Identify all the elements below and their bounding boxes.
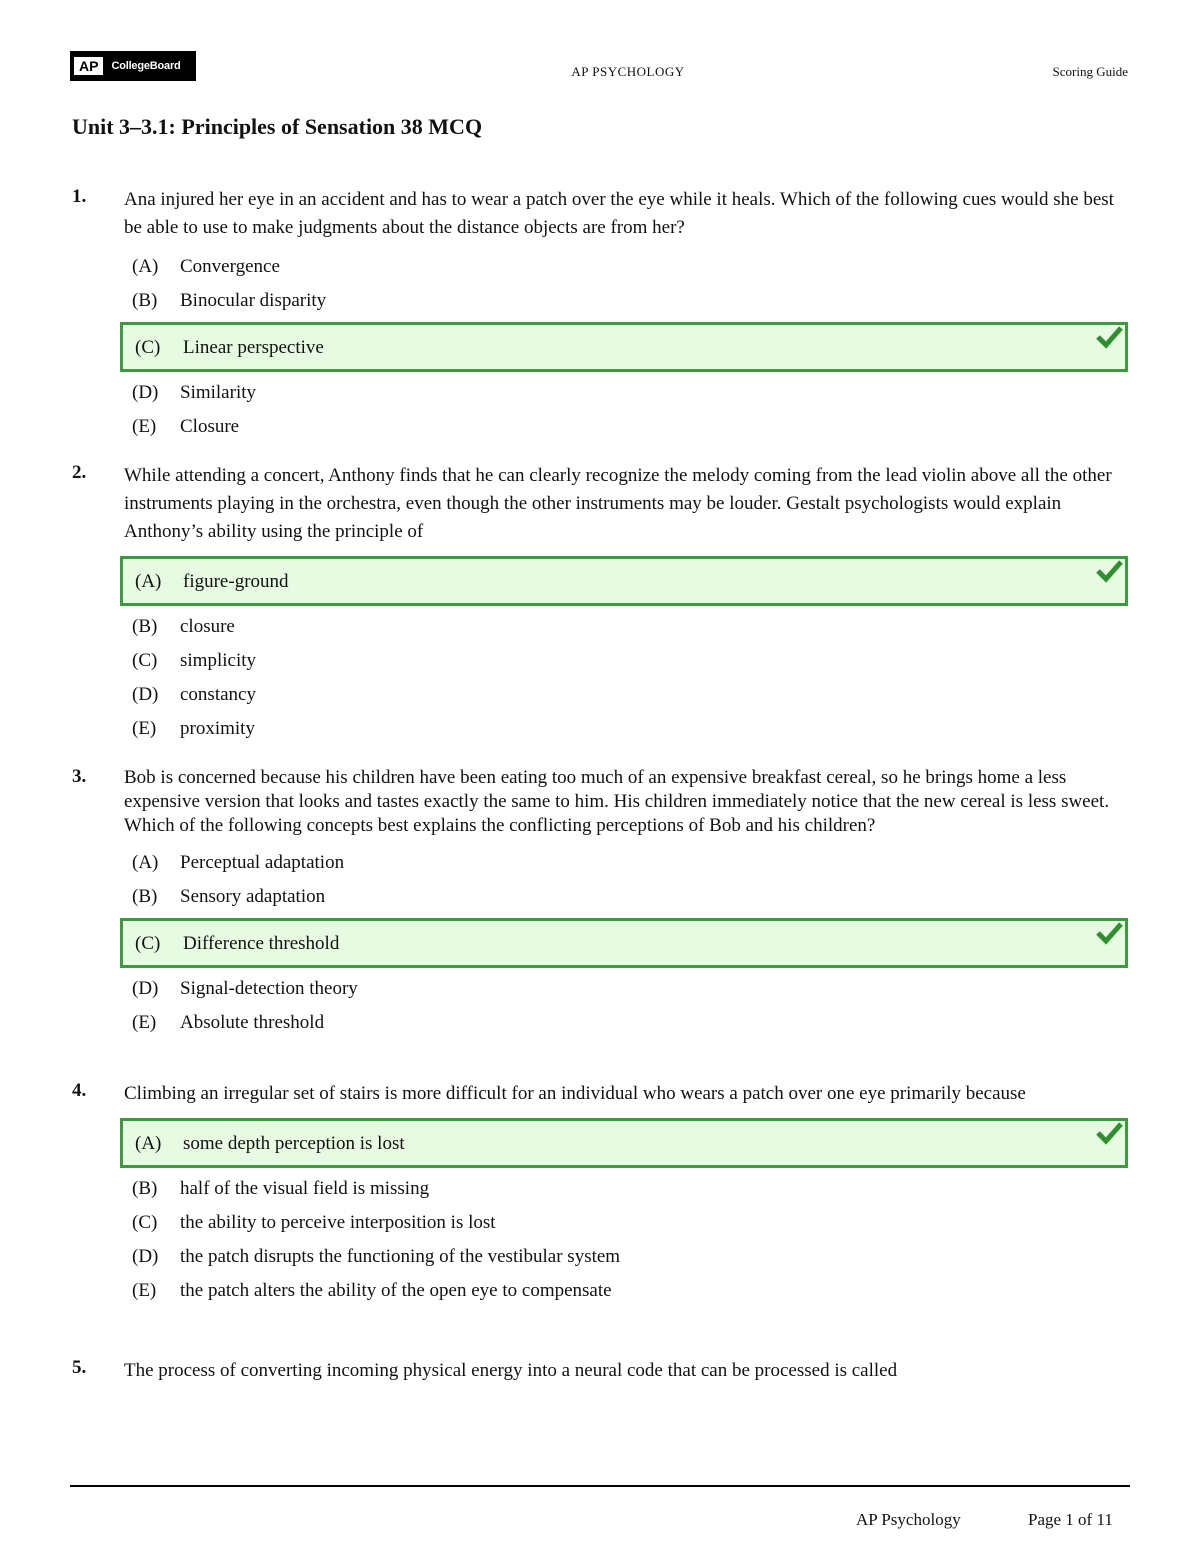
- header-course-title: AP PSYCHOLOGY: [571, 64, 685, 79]
- option-letter: (A): [135, 571, 162, 592]
- question-stem: The process of converting incoming physical energy into a neural code that can be processed is called: [124, 1360, 898, 1381]
- footer-page-number: Page 1 of 11: [1028, 1510, 1113, 1529]
- option-text: the patch disrupts the functioning of the vestibular system: [180, 1246, 621, 1267]
- question-5: [72, 1357, 1132, 1385]
- option-text: Binocular disparity: [180, 290, 327, 311]
- answer-option-e[interactable]: [120, 712, 1128, 746]
- answer-option-a-correct[interactable]: [120, 1118, 1128, 1168]
- option-text: Closure: [180, 416, 240, 437]
- option-text: Sensory adaptation: [180, 886, 326, 907]
- answer-option-c-correct[interactable]: [120, 322, 1128, 372]
- answer-option-e[interactable]: [120, 410, 1128, 444]
- option-text: constancy: [180, 684, 256, 705]
- option-text: half of the visual field is missing: [180, 1178, 430, 1199]
- option-text: Convergence: [180, 256, 280, 277]
- page-title: Unit 3–3.1: Principles of Sensation 38 MCQ: [72, 114, 483, 139]
- option-letter: (D): [132, 684, 159, 705]
- answer-option-c[interactable]: [120, 1206, 1128, 1240]
- question-stem: Bob is concerned because his children have been eating too much of an expensive breakfast cereal, so he brings home a less expensive version that looks and tastes exactly the same to him. His children immediately notice that the new cereal is less sweet. Which of the following concepts best explains the conflicting perceptions of Bob and his children?: [124, 767, 1110, 836]
- question-stem: Ana injured her eye in an accident and has to wear a patch over the eye while it heals. Which of the following cues would she best be able to use to make judgments about the distance objects are from her?: [124, 189, 1114, 238]
- option-letter: (D): [132, 382, 159, 403]
- option-letter: (B): [132, 616, 158, 637]
- option-text: the ability to perceive interposition is lost: [180, 1212, 496, 1233]
- checkmark-icon: [1095, 921, 1123, 945]
- footer-divider: [70, 1485, 1130, 1487]
- option-letter: (D): [132, 1246, 159, 1267]
- checkmark-icon: [1095, 1121, 1123, 1145]
- answer-option-d[interactable]: [120, 376, 1128, 410]
- question-stem: While attending a concert, Anthony finds that he can clearly recognize the melody coming from the lead violin above all the other instruments playing in the orchestra, even though the other instruments may be louder. Gestalt psychologists would explain Anthony’s ability using the principle of: [124, 465, 1112, 542]
- option-letter: (E): [132, 416, 157, 437]
- answer-option-d[interactable]: [120, 678, 1128, 712]
- question-3: [72, 766, 1132, 1040]
- logo-college-board-wordmark: CollegeBoard: [111, 60, 181, 72]
- option-text: Signal-detection theory: [180, 978, 358, 999]
- question-number: 1.: [72, 186, 87, 207]
- answer-option-a[interactable]: [120, 846, 1128, 880]
- answer-option-b[interactable]: [120, 284, 1128, 318]
- checkmark-icon: [1095, 559, 1123, 583]
- answer-option-b[interactable]: [120, 880, 1128, 914]
- question-4: [72, 1080, 1132, 1308]
- option-letter: (E): [132, 718, 157, 739]
- option-text: the patch alters the ability of the open eye to compensate: [180, 1280, 612, 1301]
- option-letter: (C): [132, 650, 158, 671]
- option-text: Linear perspective: [183, 337, 324, 358]
- option-letter: (B): [132, 1178, 158, 1199]
- answer-option-a[interactable]: [120, 250, 1128, 284]
- answer-option-e[interactable]: [120, 1006, 1128, 1040]
- answer-option-b[interactable]: [120, 1172, 1128, 1206]
- option-letter: (E): [132, 1012, 157, 1033]
- answer-option-e[interactable]: [120, 1274, 1128, 1308]
- question-number: 5.: [72, 1357, 87, 1378]
- option-text: closure: [180, 616, 235, 637]
- option-letter: (C): [135, 337, 161, 358]
- option-text: proximity: [180, 718, 255, 739]
- option-letter: (C): [132, 1212, 158, 1233]
- option-letter: (C): [135, 933, 161, 954]
- option-text: figure-ground: [183, 571, 289, 592]
- answer-option-b[interactable]: [120, 610, 1128, 644]
- option-letter: (A): [132, 256, 159, 277]
- question-1: [72, 186, 1132, 444]
- answer-option-d[interactable]: [120, 1240, 1128, 1274]
- question-number: 3.: [72, 766, 87, 787]
- option-letter: (A): [135, 1133, 162, 1154]
- question-number: 4.: [72, 1080, 87, 1101]
- option-letter: (A): [132, 852, 159, 873]
- option-letter: (B): [132, 290, 158, 311]
- option-letter: (B): [132, 886, 158, 907]
- option-text: Absolute threshold: [180, 1012, 325, 1033]
- checkmark-icon: [1095, 325, 1123, 349]
- option-text: simplicity: [180, 650, 256, 671]
- logo-ap-mark: AP: [74, 57, 103, 75]
- option-text: some depth perception is lost: [183, 1133, 405, 1154]
- answer-option-c[interactable]: [120, 644, 1128, 678]
- footer-course: AP Psychology: [856, 1510, 961, 1529]
- option-letter: (D): [132, 978, 159, 999]
- question-stem: Climbing an irregular set of stairs is more difficult for an individual who wears a patch over one eye primarily because: [124, 1083, 1026, 1104]
- option-text: Similarity: [180, 382, 256, 403]
- answer-option-d[interactable]: [120, 972, 1128, 1006]
- option-letter: (E): [132, 1280, 157, 1301]
- question-number: 2.: [72, 462, 87, 483]
- question-2: [72, 462, 1132, 746]
- header-scoring-guide: Scoring Guide: [1052, 64, 1128, 79]
- answer-option-a-correct[interactable]: [120, 556, 1128, 606]
- answer-option-c-correct[interactable]: [120, 918, 1128, 968]
- option-text: Difference threshold: [183, 933, 340, 954]
- option-text: Perceptual adaptation: [180, 852, 345, 873]
